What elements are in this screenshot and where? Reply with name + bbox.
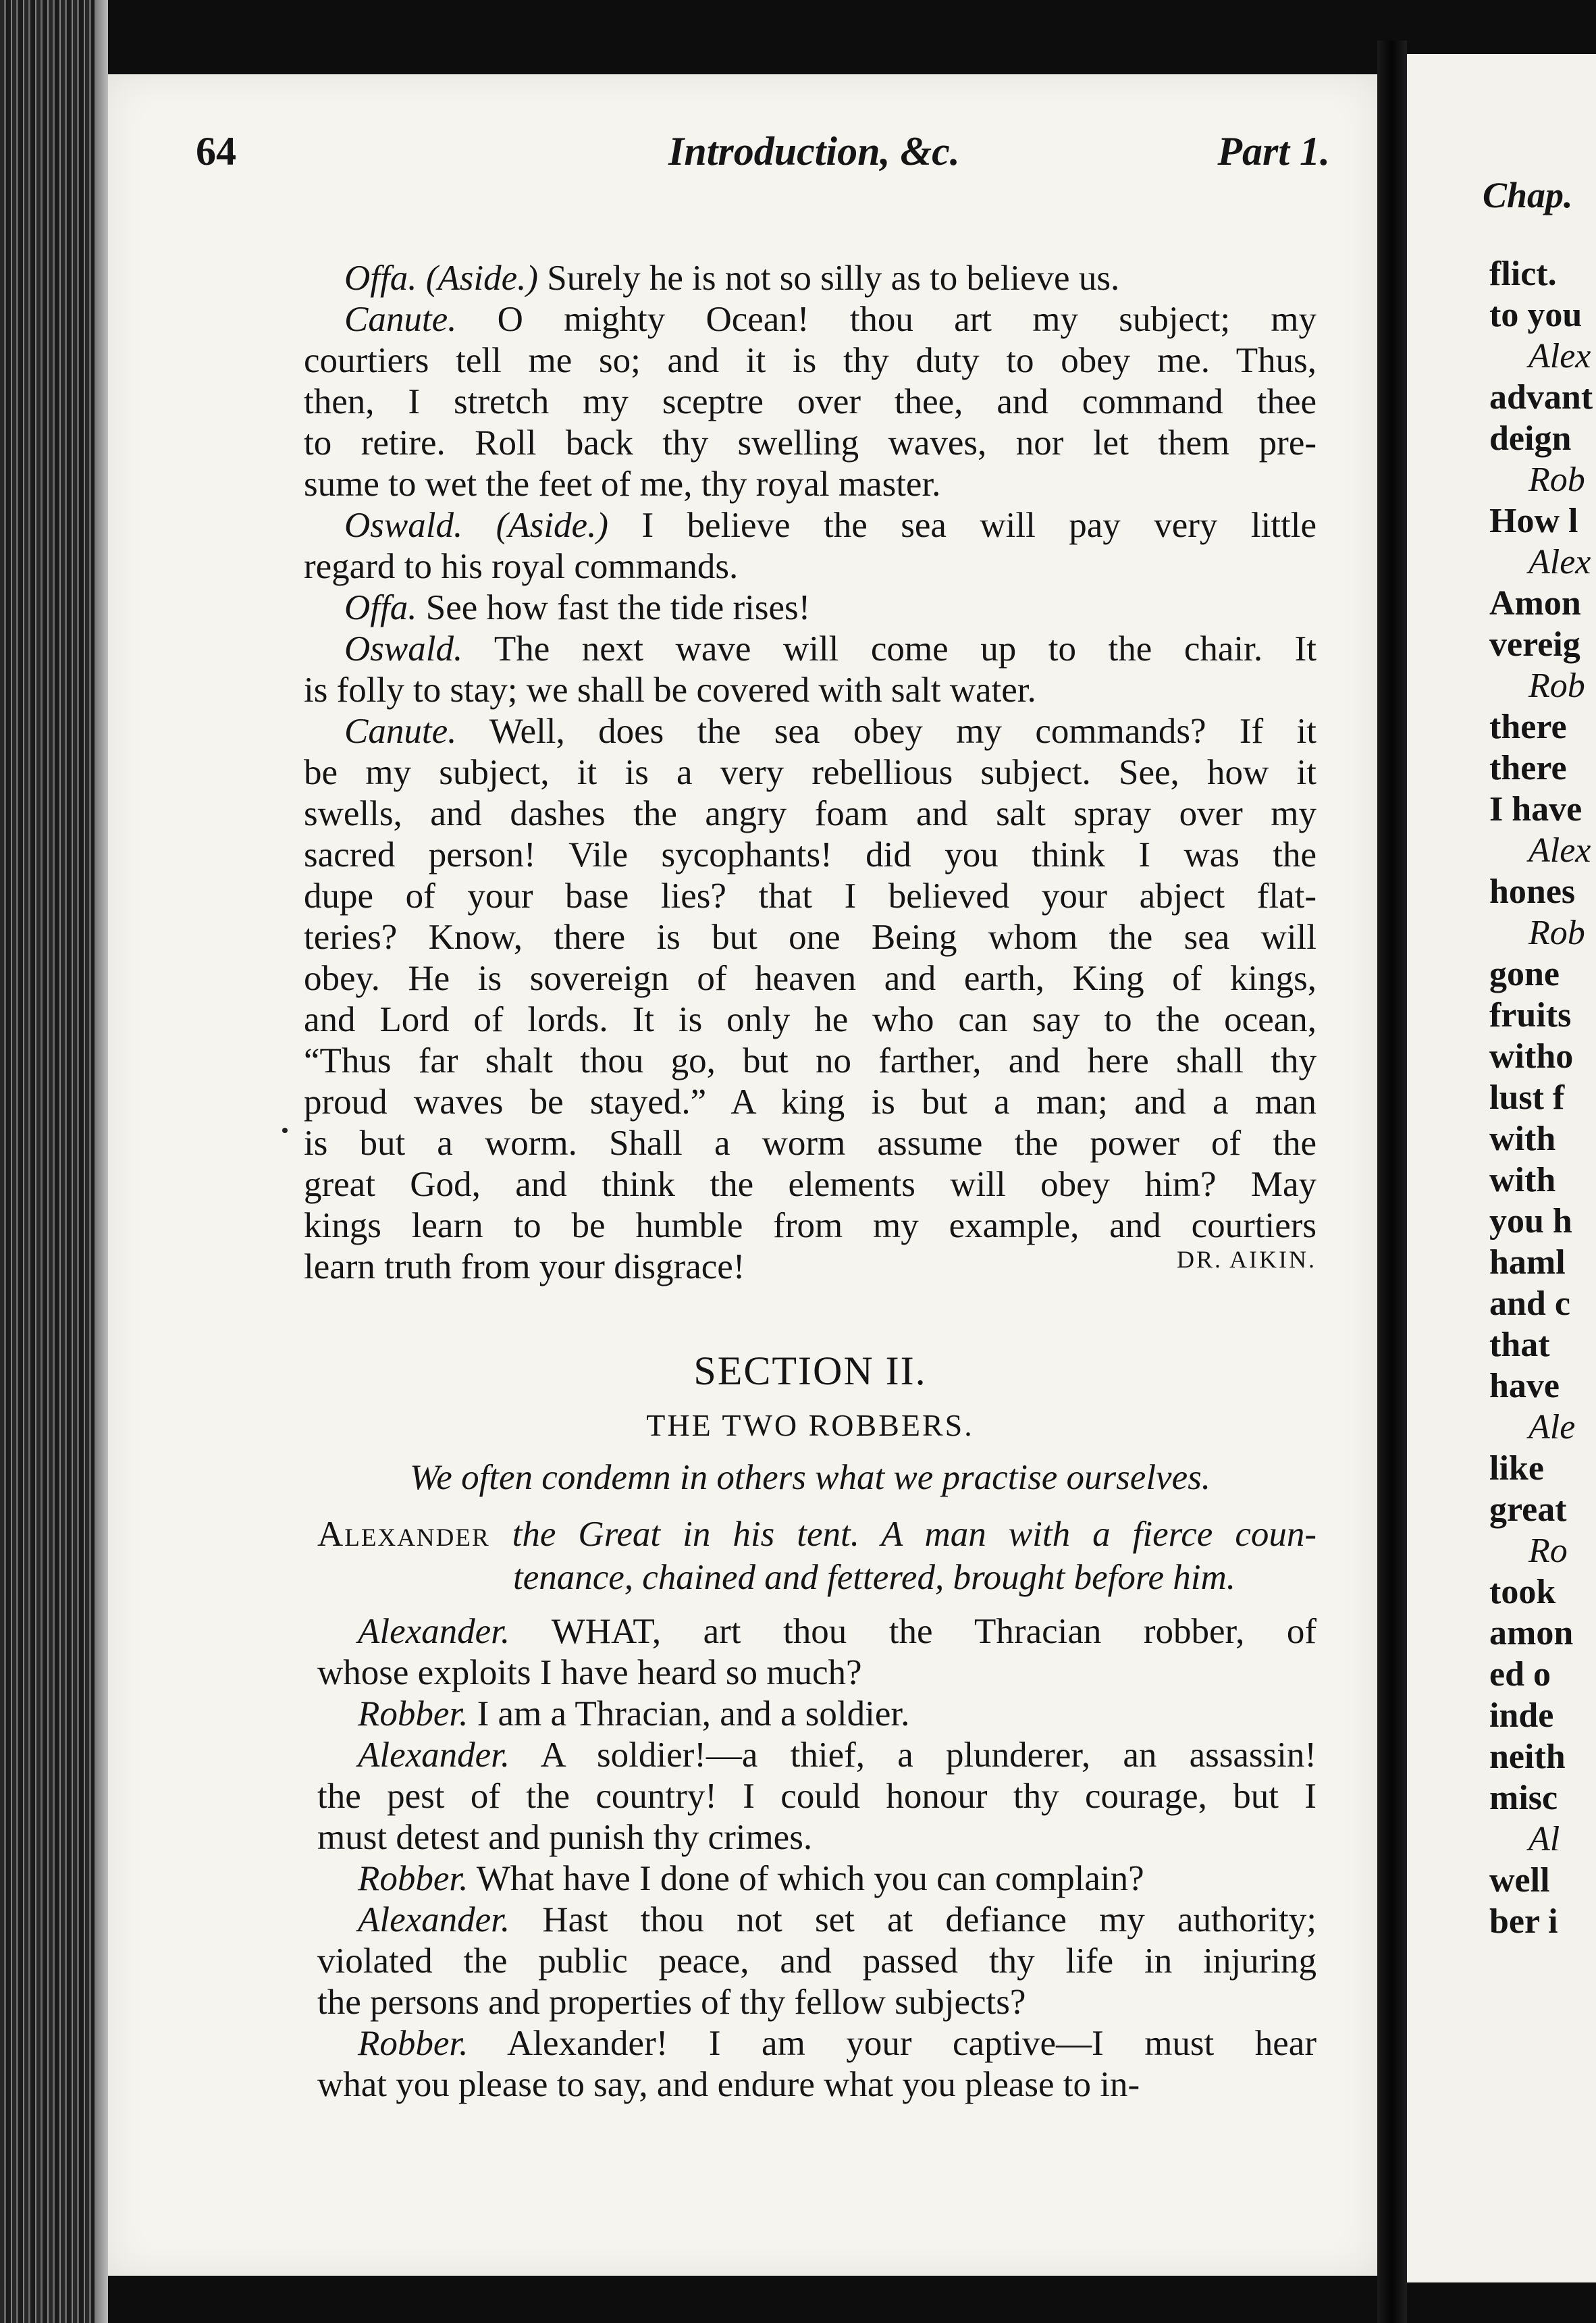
speaker-name: Robber.: [358, 1694, 469, 1733]
right-page-line: that: [1489, 1326, 1550, 1364]
margin-mark: [282, 1128, 288, 1133]
text-line: [304, 998, 1316, 1041]
right-page-line: Amon: [1489, 584, 1581, 623]
right-page-line: misc: [1489, 1779, 1558, 1817]
line-text: learn truth from your disgrace!: [304, 1247, 745, 1286]
line-text: obey. He is sovereign of heaven and earth, King of kings,: [304, 959, 1316, 998]
text-line: [344, 627, 1316, 671]
page-number: 64: [196, 129, 236, 174]
right-page-line: Alex: [1528, 337, 1591, 375]
right-running-head: Chap.: [1483, 175, 1573, 215]
line-text: I am a Thracian, and a soldier.: [468, 1694, 910, 1733]
attribution-row: [304, 1245, 1316, 1288]
right-page-line: Alex: [1528, 543, 1591, 581]
right-page-line: great: [1489, 1490, 1567, 1529]
line-text: whose exploits I have heard so much?: [317, 1653, 862, 1692]
speaker-name: Alexander.: [358, 1735, 510, 1775]
right-page-line: lust f: [1489, 1078, 1565, 1117]
text-line: [304, 792, 1316, 835]
text-line: [304, 916, 1316, 959]
text-line: [304, 751, 1316, 794]
speaker-name: Robber.: [358, 1859, 469, 1898]
right-page-line: ed o: [1489, 1655, 1551, 1694]
line-text: What have I done of which you can complain?: [468, 1859, 1144, 1898]
right-page-line: fruits: [1489, 996, 1572, 1035]
line-text: is but a worm. Shall a worm assume the power of the: [304, 1124, 1316, 1163]
text-line: [304, 1163, 1316, 1206]
text-line: [358, 2022, 1316, 2065]
line-text: swells, and dashes the angry foam and salt spray over my: [304, 794, 1316, 833]
right-page-line: there: [1489, 708, 1567, 746]
speaker-name: Oswald. (Aside.): [344, 506, 608, 545]
right-page-line: you h: [1489, 1202, 1572, 1241]
line-text: Surely he is not so silly as to believe us.: [538, 259, 1120, 298]
right-page-line: flict.: [1489, 255, 1557, 293]
text-line: [304, 833, 1316, 877]
right-page-line: hones: [1489, 872, 1576, 911]
line-text: sume to wet the feet of me, thy royal master.: [304, 465, 941, 504]
line-text: the pest of the country! I could honour thy courage, but I: [317, 1777, 1316, 1816]
text-line: [358, 1610, 1316, 1653]
line-text: “Thus far shalt thou go, but no farther, and here shall thy: [304, 1041, 1316, 1080]
line-text: kings learn to be humble from my example, and courtiers: [304, 1206, 1316, 1245]
line-text: sacred person! Vile sycophants! did you think I was the: [304, 835, 1316, 875]
text-line: [344, 298, 1316, 341]
line-text: I believe the sea will pay very little: [608, 506, 1316, 545]
text-line: [317, 1816, 1316, 1859]
text-line: [304, 421, 1316, 465]
text-line: [358, 1898, 1316, 1941]
text-line: [304, 1039, 1316, 1082]
right-page-line: How l: [1489, 502, 1578, 540]
right-page-line: Al: [1528, 1820, 1560, 1858]
text-line: [317, 1775, 1316, 1818]
right-page-line: Rob: [1528, 461, 1585, 499]
speaker-name: Alexander.: [358, 1900, 510, 1939]
page-gutter: [1377, 41, 1407, 2323]
text-line: [304, 545, 1316, 588]
text-line: [304, 875, 1316, 918]
page-edge: [95, 0, 108, 2323]
text-line: [304, 339, 1316, 382]
line-text: must detest and punish thy crimes.: [317, 1818, 813, 1857]
line-text: what you please to say, and endure what you please to in-: [317, 2065, 1140, 2104]
right-page-line: have: [1489, 1367, 1560, 1405]
story-title: THE TWO ROBBERS.: [646, 1408, 974, 1442]
right-page-line: and c: [1489, 1284, 1570, 1323]
text-line: [344, 710, 1316, 753]
text-line: [304, 463, 1316, 506]
text-line: [304, 1204, 1316, 1247]
text-line: [344, 504, 1316, 547]
line-text: See how fast the tide rises!: [417, 588, 811, 627]
line-text: regard to his royal commands.: [304, 547, 739, 586]
line-text: and Lord of lords. It is only he who can say to the ocean,: [304, 1000, 1316, 1039]
running-title: Introduction, &c.: [668, 129, 960, 174]
book-page-right: [1407, 54, 1596, 2282]
right-page-line: ber i: [1489, 1902, 1558, 1941]
line-text: then, I stretch my sceptre over thee, and command thee: [304, 382, 1316, 421]
line-text: Hast thou not set at defiance my authority;: [510, 1900, 1316, 1939]
text-line: [358, 1733, 1316, 1777]
line-text: A soldier!—a thief, a plunderer, an assassin!: [510, 1735, 1316, 1775]
text-line: [317, 1981, 1316, 2024]
running-head: [196, 128, 1330, 189]
line-text: dupe of your base lies? that I believed your abject flat-: [304, 877, 1316, 916]
speaker-name: Canute.: [344, 712, 457, 751]
text-line: [304, 1122, 1316, 1165]
text-line: [358, 1857, 1316, 1900]
text-line: [317, 1651, 1316, 1694]
line-text: teries? Know, there is but one Being whom the sea will: [304, 918, 1316, 957]
text-line: [358, 1692, 1316, 1735]
line-text: The next wave will come up to the chair. It: [462, 629, 1316, 669]
line-text: Alexander! I am your captive—I must hear: [468, 2024, 1316, 2063]
line-text: great God, and think the elements will obey him? May: [304, 1165, 1316, 1204]
right-page-line: Ale: [1528, 1408, 1576, 1446]
right-page-line: gone: [1489, 955, 1560, 993]
right-page-line: took: [1489, 1573, 1556, 1611]
right-page-line: deign: [1489, 419, 1572, 458]
text-line: [317, 2063, 1316, 2106]
right-page-line: with: [1489, 1161, 1556, 1199]
right-page-line: advant: [1489, 378, 1593, 417]
text-line: [304, 669, 1316, 712]
speaker-name: Canute.: [344, 300, 457, 339]
moral-line: We often condemn in others what we practise ourselves.: [410, 1458, 1211, 1497]
line-text: is folly to stay; we shall be covered with salt water.: [304, 671, 1036, 710]
line-text: the persons and properties of thy fellow subjects?: [317, 1983, 1026, 2022]
speaker-name: Alexander.: [358, 1612, 510, 1651]
line-text: O mighty Ocean! thou art my subject; my: [456, 300, 1316, 339]
right-page-line: Rob: [1528, 667, 1585, 705]
section-title: SECTION II.: [693, 1349, 927, 1393]
right-page-line: haml: [1489, 1243, 1566, 1282]
text-line: [344, 257, 1316, 300]
stage-direction-line: tenance, chained and fettered, brought before him.: [512, 1558, 1236, 1597]
right-page-line: Alex: [1528, 831, 1591, 870]
book-binding: [0, 0, 95, 2323]
text-line: [304, 957, 1316, 1000]
line-text: violated the public peace, and passed thy life in injuring: [317, 1941, 1316, 1981]
right-page-line: vereig: [1489, 625, 1580, 664]
text-line: [304, 1080, 1316, 1124]
right-page-line: there: [1489, 749, 1567, 787]
speaker-name: Offa.: [344, 588, 417, 627]
text-line: [344, 586, 1316, 629]
right-page-line: inde: [1489, 1696, 1554, 1735]
speaker-name: Offa. (Aside.): [344, 259, 539, 298]
right-page-line: neith: [1489, 1738, 1566, 1776]
right-page-line: like: [1489, 1449, 1544, 1488]
text-line: [304, 380, 1316, 423]
right-page-line: to you: [1489, 296, 1582, 334]
line-text: to retire. Roll back thy swelling waves, nor let them pre-: [304, 423, 1316, 463]
right-page-line: well: [1489, 1861, 1550, 1900]
part-label: Part 1.: [1217, 129, 1330, 174]
stage-direction-line: [317, 1513, 1316, 1556]
right-page-line: witho: [1489, 1037, 1574, 1076]
right-page-line: Ro: [1528, 1532, 1568, 1570]
stage-direction-text: the Great in his tent. A man with a fierce coun-: [489, 1515, 1316, 1554]
speaker-name: Robber.: [358, 2024, 469, 2063]
right-page-line: I have: [1489, 790, 1582, 829]
line-text: Well, does the sea obey my commands? If it: [456, 712, 1316, 751]
stage-direction-name: Alexander: [317, 1515, 490, 1554]
right-page-line: Rob: [1528, 914, 1585, 952]
text-line: [317, 1939, 1316, 1983]
line-text: WHAT, art thou the Thracian robber, of: [510, 1612, 1316, 1651]
speaker-name: Oswald.: [344, 629, 463, 669]
line-text: be my subject, it is a very rebellious subject. See, how it: [304, 753, 1316, 792]
right-page-line: amon: [1489, 1614, 1574, 1652]
line-text: proud waves be stayed.” A king is but a man; and a man: [304, 1082, 1316, 1122]
attribution: DR. AIKIN.: [1177, 1246, 1316, 1273]
right-page-line: with: [1489, 1120, 1556, 1158]
line-text: courtiers tell me so; and it is thy duty to obey me. Thus,: [304, 341, 1316, 380]
